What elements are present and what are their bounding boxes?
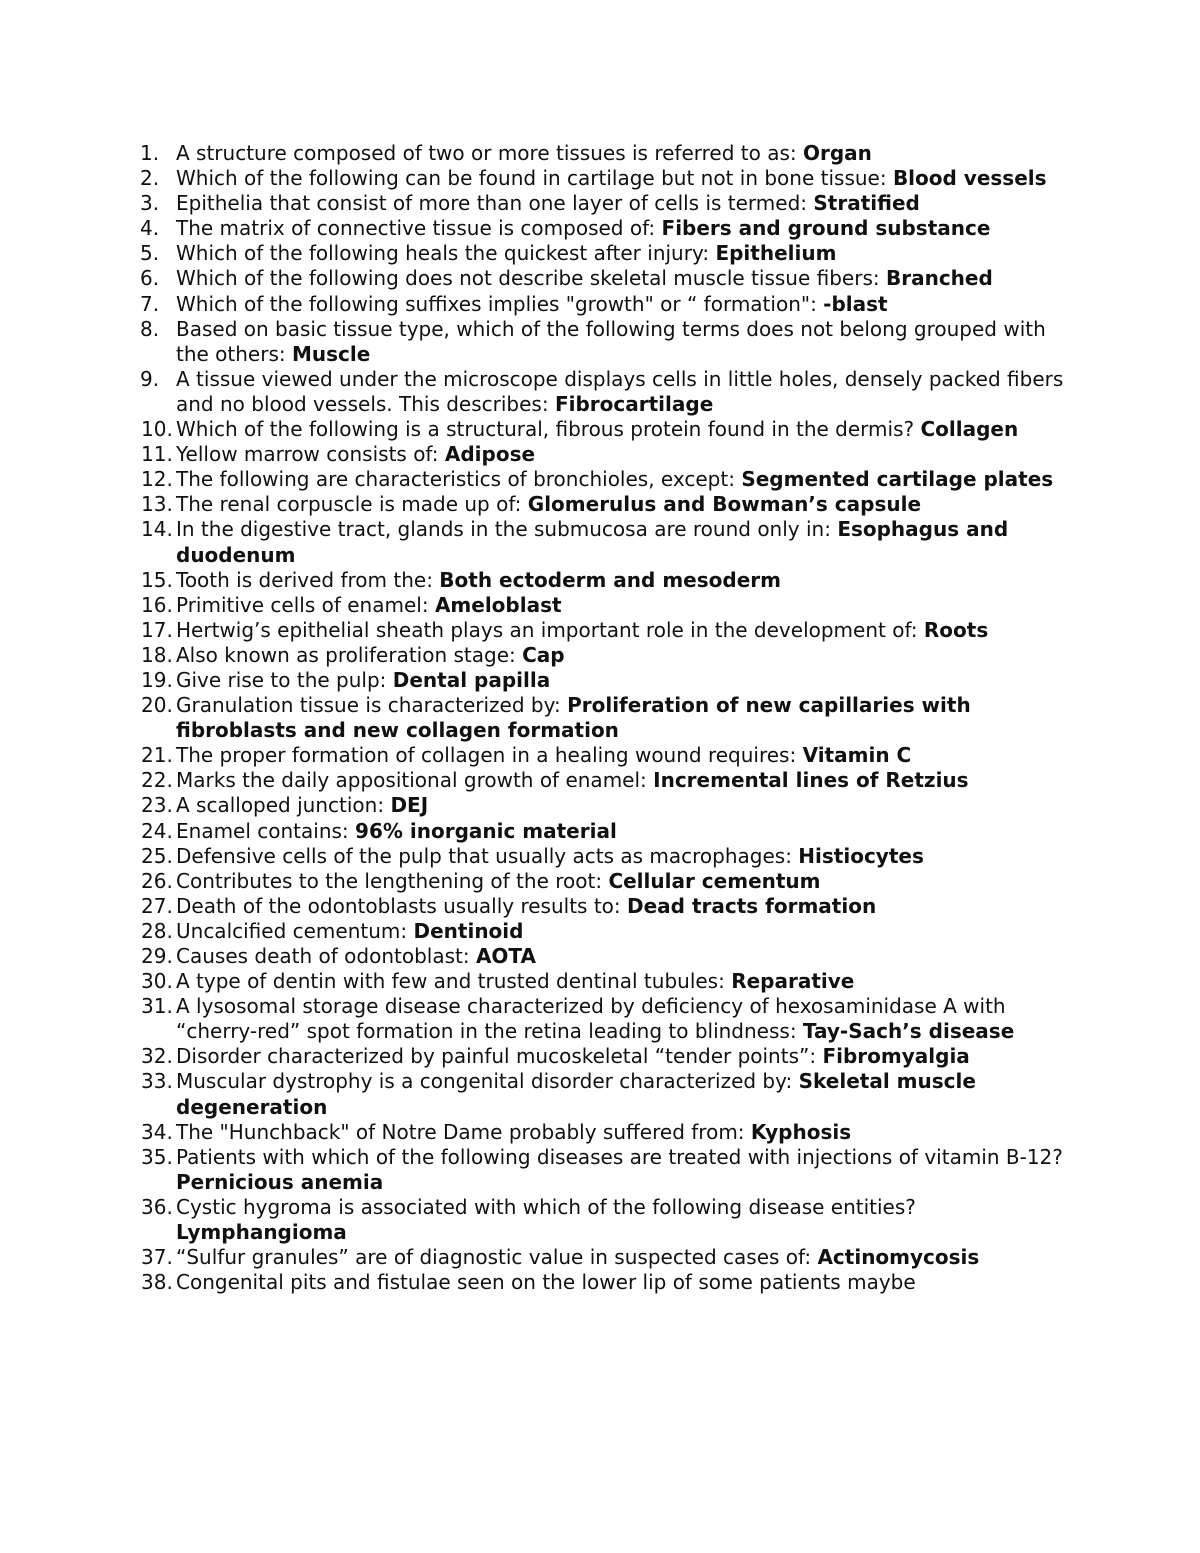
- answer-text: -blast: [823, 291, 888, 316]
- answer-text: Dead tracts formation: [627, 893, 877, 918]
- answer-text: Dental papilla: [392, 667, 551, 692]
- question-text: Which of the following suffixes implies "growth" or “ formation":: [176, 291, 824, 316]
- question-text: Which of the following is a structural, fibrous protein found in the dermis?: [176, 417, 921, 442]
- item-number: 37.: [141, 1245, 173, 1270]
- list-item: [130, 768, 1070, 793]
- answer-text: Roots: [923, 617, 989, 642]
- answer-text: Actinomycosis: [817, 1245, 980, 1270]
- question-text: A lysosomal storage disease characterized by deficiency of hexosaminidase A with “cherry-red” spot formation in the retina leading to blindness:: [176, 994, 1006, 1044]
- answer-text: Adipose: [444, 442, 536, 467]
- list-item: [130, 1270, 1070, 1295]
- item-number: 29.: [141, 944, 173, 968]
- question-text: Hertwig’s epithelial sheath plays an important role in the development of:: [176, 617, 924, 642]
- item-number: 15.: [141, 567, 173, 592]
- item-number: 12.: [141, 467, 173, 492]
- item-number: 38.: [141, 1270, 173, 1295]
- item-number: 24.: [141, 818, 173, 843]
- list-item: [130, 1145, 1070, 1195]
- answer-text: Vitamin C: [802, 743, 912, 768]
- list-item: [130, 1245, 1070, 1270]
- answer-text: Fibrocartilage: [554, 391, 714, 416]
- answer-text: Pernicious anemia: [176, 1169, 384, 1194]
- question-text: A type of dentin with few and trusted dentinal tubules:: [176, 969, 732, 994]
- item-number: 25.: [141, 843, 173, 868]
- question-text: “Sulfur granules” are of diagnostic value in suspected cases of:: [176, 1245, 818, 1270]
- item-number: 13.: [141, 492, 173, 517]
- question-text: A structure composed of two or more tissues is referred to as:: [176, 141, 803, 165]
- list-item: [130, 241, 1070, 266]
- list-item: [130, 668, 1070, 693]
- item-number: 10.: [141, 417, 173, 442]
- question-text: Congenital pits and fistulae seen on the lower lip of some patients maybe: [176, 1270, 916, 1295]
- question-text: Defensive cells of the pulp that usually acts as macrophages:: [176, 843, 799, 868]
- item-number: 26.: [141, 868, 173, 893]
- question-text: Patients with which of the following diseases are treated with injections of vitamin B-12?: [176, 1144, 1063, 1169]
- question-answer-list: [130, 141, 1070, 1295]
- list-item: [130, 367, 1070, 417]
- answer-text: Reparative: [731, 969, 855, 994]
- list-item: [130, 417, 1070, 442]
- answer-text: Blood vessels: [892, 166, 1047, 191]
- question-text: Tooth is derived from the:: [176, 567, 440, 592]
- list-item: [130, 492, 1070, 517]
- question-text: Disorder characterized by painful mucoskeletal “tender points”:: [176, 1044, 823, 1069]
- question-text: A scalloped junction:: [176, 793, 391, 818]
- item-number: 2.: [140, 166, 160, 191]
- item-number: 17.: [141, 617, 173, 642]
- answer-text: Tay-Sach’s disease: [802, 1019, 1015, 1044]
- item-number: 9.: [140, 366, 160, 391]
- answer-text: Ameloblast: [434, 592, 562, 617]
- item-number: 28.: [141, 918, 173, 943]
- answer-text: Histiocytes: [798, 843, 924, 868]
- item-number: 4.: [140, 216, 160, 241]
- answer-text: Cap: [522, 642, 565, 667]
- answer-text: Fibers and ground substance: [661, 216, 991, 241]
- item-number: 5.: [140, 241, 160, 266]
- list-item: [130, 743, 1070, 768]
- answer-text: Cellular cementum: [608, 868, 821, 893]
- list-item: [130, 593, 1070, 618]
- list-item: [130, 1120, 1070, 1145]
- list-item: [130, 969, 1070, 994]
- item-number: 19.: [141, 667, 173, 692]
- question-text: Muscular dystrophy is a congenital disorder characterized by:: [176, 1069, 799, 1094]
- item-number: 23.: [141, 793, 173, 818]
- list-item: [130, 292, 1070, 317]
- answer-text: Incremental lines of Retzius: [653, 768, 969, 793]
- item-number: 32.: [141, 1044, 173, 1069]
- answer-text: Organ: [802, 141, 872, 165]
- item-number: 30.: [141, 969, 173, 994]
- item-number: 20.: [141, 693, 173, 718]
- list-item: [130, 1195, 1070, 1245]
- list-item: [130, 618, 1070, 643]
- item-number: 33.: [141, 1069, 173, 1094]
- list-item: [130, 944, 1070, 969]
- answer-text: Segmented cartilage plates: [741, 467, 1054, 492]
- answer-text: Both ectoderm and mesoderm: [439, 567, 781, 592]
- answer-text: Stratified: [813, 191, 920, 216]
- item-number: 8.: [140, 316, 160, 341]
- answer-text: Glomerulus and Bowman’s capsule: [527, 492, 922, 517]
- answer-text: Skeletal muscle degeneration: [176, 1069, 976, 1119]
- list-item: [130, 166, 1070, 191]
- question-text: Cystic hygroma is associated with which of the following disease entities?: [176, 1194, 916, 1219]
- answer-text: Proliferation of new capillaries with fibroblasts and new collagen formation: [176, 693, 971, 743]
- list-item: [130, 568, 1070, 593]
- item-number: 7.: [140, 291, 160, 316]
- item-number: 35.: [141, 1144, 173, 1169]
- question-text: Causes death of odontoblast:: [176, 944, 476, 968]
- question-text: Based on basic tissue type, which of the following terms does not belong grouped with the others:: [176, 316, 1046, 366]
- answer-text: Lymphangioma: [176, 1220, 347, 1245]
- question-text: The matrix of connective tissue is composed of:: [176, 216, 662, 241]
- item-number: 11.: [141, 442, 173, 467]
- answer-text: DEJ: [390, 793, 429, 818]
- question-text: The following are characteristics of bronchioles, except:: [176, 467, 742, 492]
- answer-text: Epithelium: [715, 241, 837, 266]
- item-number: 16.: [141, 592, 173, 617]
- answer-text: Branched: [885, 266, 993, 291]
- question-text: In the digestive tract, glands in the submucosa are round only in:: [176, 517, 838, 542]
- question-text: Contributes to the lengthening of the root:: [176, 868, 609, 893]
- list-item: [130, 869, 1070, 894]
- list-item: [130, 693, 1070, 743]
- item-number: 22.: [141, 768, 173, 793]
- list-item: [130, 317, 1070, 367]
- question-text: Enamel contains:: [176, 818, 356, 843]
- answer-text: Muscle: [291, 341, 371, 366]
- question-text: Epithelia that consist of more than one layer of cells is termed:: [176, 191, 814, 216]
- item-number: 18.: [141, 642, 173, 667]
- question-text: The proper formation of collagen in a healing wound requires:: [176, 743, 803, 768]
- question-text: Which of the following can be found in cartilage but not in bone tissue:: [176, 166, 893, 191]
- item-number: 36.: [141, 1194, 173, 1219]
- item-number: 1.: [140, 141, 160, 165]
- question-text: A tissue viewed under the microscope displays cells in little holes, densely packed fibers and no blood vessels. This describes:: [176, 366, 1064, 416]
- list-item: [130, 266, 1070, 291]
- list-item: [130, 819, 1070, 844]
- answer-text: Esophagus and duodenum: [176, 517, 1009, 567]
- question-text: Yellow marrow consists of:: [176, 442, 445, 467]
- list-item: [130, 216, 1070, 241]
- list-item: [130, 1044, 1070, 1069]
- list-item: [130, 442, 1070, 467]
- question-text: Granulation tissue is characterized by:: [176, 693, 568, 718]
- list-item: [130, 994, 1070, 1044]
- item-number: 14.: [141, 517, 173, 542]
- question-text: The "Hunchback" of Notre Dame probably suffered from:: [176, 1119, 751, 1144]
- item-number: 34.: [141, 1119, 173, 1144]
- list-item: [130, 643, 1070, 668]
- answer-text: Collagen: [920, 417, 1019, 442]
- list-item: [130, 919, 1070, 944]
- item-number: 31.: [141, 994, 173, 1019]
- question-text: The renal corpuscle is made up of:: [176, 492, 528, 517]
- list-item: [130, 517, 1070, 567]
- question-text: Death of the odontoblasts usually results to:: [176, 893, 627, 918]
- question-text: Primitive cells of enamel:: [176, 592, 435, 617]
- item-number: 3.: [140, 191, 160, 216]
- item-number: 21.: [141, 743, 173, 768]
- list-item: [130, 191, 1070, 216]
- question-text: Uncalcified cementum:: [176, 918, 414, 943]
- item-number: 27.: [141, 893, 173, 918]
- item-number: 6.: [140, 266, 160, 291]
- question-text: Marks the daily appositional growth of enamel:: [176, 768, 654, 793]
- question-text: Which of the following does not describe skeletal muscle tissue fibers:: [176, 266, 886, 291]
- list-item: [130, 141, 1070, 166]
- answer-text: Kyphosis: [750, 1119, 852, 1144]
- list-item: [130, 793, 1070, 818]
- question-text: Also known as proliferation stage:: [176, 642, 523, 667]
- list-item: [130, 467, 1070, 492]
- question-text: Give rise to the pulp:: [176, 667, 393, 692]
- list-item: [130, 894, 1070, 919]
- answer-text: Fibromyalgia: [822, 1044, 970, 1069]
- answer-text: AOTA: [475, 944, 537, 968]
- list-item: [130, 1069, 1070, 1119]
- question-text: Which of the following heals the quickest after injury:: [176, 241, 716, 266]
- answer-text: 96% inorganic material: [355, 818, 617, 843]
- list-item: [130, 844, 1070, 869]
- answer-text: Dentinoid: [413, 918, 524, 943]
